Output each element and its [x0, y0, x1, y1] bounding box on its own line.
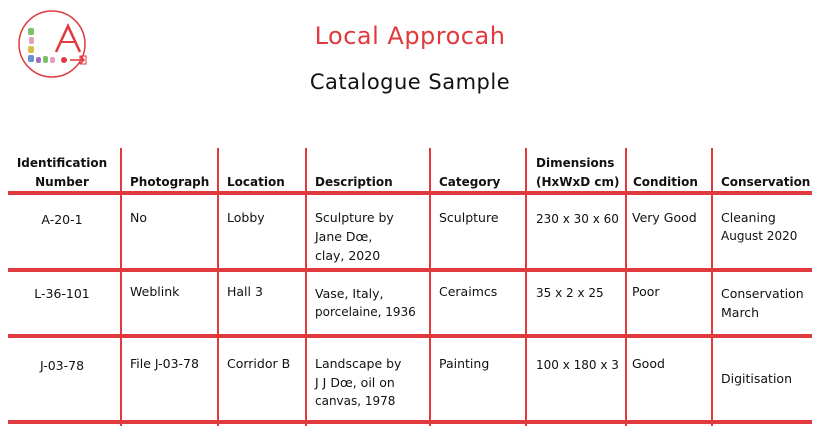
cell-conservation: Digitisation — [721, 371, 792, 386]
cell-id: J-03-78 — [39, 358, 85, 373]
cell-photograph: File J-03-78 — [130, 356, 199, 371]
cell-condition: Very Good — [632, 210, 697, 225]
cell-dimensions: 100 x 180 x 3 — [536, 358, 619, 372]
catalogue-table — [0, 148, 820, 428]
cell-photograph: Weblink — [130, 284, 180, 299]
cell-dimensions: 35 x 2 x 25 — [536, 286, 604, 300]
row-divider — [8, 334, 812, 338]
page-subtitle: Catalogue Sample — [309, 70, 511, 94]
cell-location: Corridor B — [227, 356, 291, 371]
cell-location: Lobby — [227, 210, 265, 225]
cell-condition: Poor — [632, 284, 660, 299]
column-divider — [525, 148, 527, 426]
cell-id: L-36-101 — [34, 286, 90, 301]
column-divider — [429, 148, 431, 426]
cell-condition: Good — [632, 356, 665, 371]
column-divider — [217, 148, 219, 426]
header-identification: Identification Number — [16, 156, 108, 189]
header-location: Location — [227, 175, 285, 189]
row-divider — [8, 268, 812, 272]
cell-conservation: Cleaning August 2020 — [721, 210, 798, 243]
cell-dimensions: 230 x 30 x 60 — [536, 212, 619, 226]
header-photograph: Photograph — [130, 175, 210, 189]
column-divider — [625, 148, 627, 426]
cell-description: Sculpture by Jane Dœ, clay, 2020 — [315, 210, 394, 263]
column-divider — [305, 148, 307, 426]
cell-category: Sculpture — [439, 210, 499, 225]
header-conservation: Conservation — [721, 175, 811, 189]
header-dimensions: Dimensions (HxWxD cm) — [536, 156, 620, 189]
cell-conservation: Conservation March — [721, 286, 804, 320]
cell-id: A-20-1 — [41, 212, 83, 227]
column-divider — [711, 148, 713, 426]
column-divider — [120, 148, 122, 426]
cell-description: Vase, Italy, porcelaine, 1936 — [315, 286, 416, 319]
row-divider — [8, 420, 812, 424]
cell-category: Painting — [439, 356, 490, 371]
cell-location: Hall 3 — [227, 284, 263, 299]
cell-photograph: No — [130, 210, 147, 225]
cell-category: Ceraimcs — [439, 284, 498, 299]
cell-description: Landscape by J J Dœ, oil on canvas, 1978 — [315, 356, 402, 408]
header-description: Description — [315, 175, 393, 189]
page-title: Local Approcah — [314, 22, 506, 50]
header-condition: Condition — [633, 175, 698, 189]
header-category: Category — [439, 175, 501, 189]
